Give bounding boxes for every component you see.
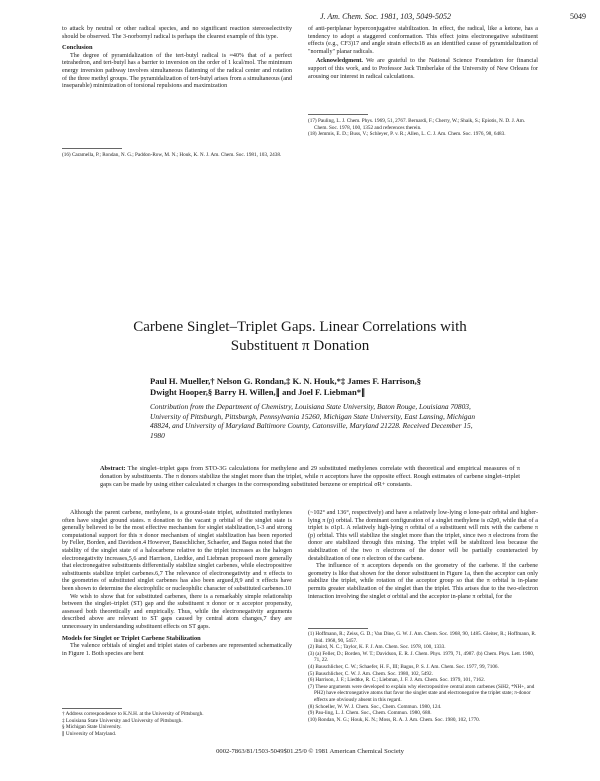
prev-left-footnote: (16) Caramella, P.; Rondan, N. G.; Paddon-Row, M. N.; Houk, K. N. J. Am. Chem. Soc. 1981, 103, 2438. [62,152,282,158]
author-list [150,376,480,398]
title-line-1: Carbene Singlet–Triplet Gaps. Linear Correlations with [133,319,467,335]
authors-line-1: Paul H. Mueller,† Nelson G. Rondan,‡ K. N. Houk,*‡ James F. Harrison,§ [150,376,422,386]
acknowledgment-text: We are grateful to the National Science Foundation for financial support of this work, and to Professor Jack Timberlake of the University of New Orleans for arousing our interest in radical calculations. [308,58,538,80]
body-paragraph-2: We wish to show that for substituted carbenes, there is a remarkably simple relationship between the singlet–triplet (ST) gap and the substituent π donor or π acceptor propensity, assessed both theoretically and empirically. Thus, while the electronegativity arguments described above are relevant to ST gaps caused by central atom changes,7 they are unnecessary in understanding substituent effects on ST gaps. [62,593,292,630]
acknowledgment-paragraph [308,58,538,81]
body-right-column [308,510,538,601]
publication-code-line: 0002-7863/81/1503-5049$01.25/0 © 1981 American Chemical Society [216,748,404,755]
body-left-column [62,510,292,658]
affiliation: Contribution from the Department of Chemistry, Louisiana State University, Baton Rouge, Louisiana 70803, University of Pittsburgh, Pittsburgh, Pennsylvania 15260, Michigan State University, East Lansing, Michigan 48824, and University of Maryland Baltimore County, Catonsville, Maryland 21228. Received December 15, 1980 [150,402,476,440]
abstract-label: Abstract: [100,465,126,472]
body-paragraph-4: (~102° and 136°, respectively) and have a relatively low-lying σ lone-pair orbital and higher-lying π (p) orbital. The dominant configuration of a singlet methylene is σ2p0, while that of a triplet is σ1p1. A relatively high-lying π orbital of a substituent will mix with the carbene π (p) orbital. This will stabilize the singlet more than the triplet, since two π electrons from the donor are stabilized through this mixing. The triplet will be stabilized less because the stabilization of the two π electrons of the donor will be partially counteracted by destabilization of one π electron of the carbene. [308,510,538,562]
affiliation-footnotes: † Address correspondence to K.N.H. at the University of Pittsburgh. ‡ Louisiana State University and University of Pittsburgh. § Michigan State University. ∥ University of Maryland. [62,711,204,737]
page-number: 5049 [570,12,586,21]
body-paragraph-1: Although the parent carbene, methylene, is a ground-state triplet, substituted methylenes often have singlet ground states. π donation to the vacant p orbital of the singlet state is generally believed to be the most effective mechanism for singlet stabilization,1-3 and strong computational support for this π donor mechanism of singlet stabilization has been reported by Feller, Borden, and Davidson.4 However, Bauschlicher, Schaefer, and Bagus noted that the stability of the singlet state of a halocarbene relative to the triplet increases as the halogen electronegativity increases,5,6 and Harrison, Liedtke, and Liebman proposed more generally that electronegative substituents differentially stabilize singlet carbenes, while electropositive substituents stabilize triplet carbenes.6,7 The relevance of electronegativity and π effects to the geometries of substituted singlet carbenes has also been argued,8,9 and π effects have been shown to determine the electrophilic or nucleophilic character of substituted carbenes.10 [62,510,292,592]
acknowledgment-heading: Acknowledgment. [316,58,363,65]
running-head: J. Am. Chem. Soc. 1981, 103, 5049-5052 [320,12,451,21]
prev-article-left-column [62,26,292,91]
body-paragraph-5: The influence of π acceptors depends on the geometry of the carbene. If the carbene geometry is like that shown for the donor substituent in Figure 1a, then the acceptor can only stabilize the triplet, while rotation of the acceptor group so that the π orbital is in-plane permits greater stabilization of the singlet than the triplet. This arises due to the two-electron interaction involving the singlet σ orbital and the acceptor in-plane π orbital, for the [308,563,538,600]
reference-rule [308,628,368,629]
prev-right-paragraph: of anti-periplanar hyperconjugative stabilization. In effect, the radical, like a ketone, has a tendency to adopt a staggered conformation. This effect joins electronegative substituent effects (e.g., CF3)17 and angle strain effects18 as an identified cause of pyramidalization of "normally" planar radicals. [308,26,538,55]
affiliation-footnote-rule [62,708,122,709]
authors-line-2: Dwight Hooper,§ Barry H. Willen,∥ and Joel F. Liebman*∥ [150,387,366,397]
article-title [0,318,600,356]
abstract [100,465,520,488]
prev-right-footnotes: (17) Pauling, L. J. Chem. Phys. 1969, 51, 2767. Bernardi, F.; Cherry, W.; Shaik, S.; Epiotis, N. D. J. Am. Chem. Soc. 1978, 100, 1352 and references therein. (18) Jemmis, E. D.; Buss, V.; Schleyer, P. v. R.; Allen, L. C. J. Am. Chem. Soc. 1976, 98, 6483. [308,118,526,138]
prev-article-right-column [308,26,538,81]
reference-list: (1) Hoffmann, R.; Zeiss, G. D.; Van Dine, G. W. J. Am. Chem. Soc. 1968, 90, 1485. Gleiter, R.; Hoffmann, R. Ibid. 1968, 90, 5457. (2) Baird, N. C.; Taylor, K. F. J. Am. Chem. Soc. 1978, 100, 1333. (3) (a) Feller, D.; Borden, W. T.; Davidson, E. R. J. Chem. Phys. 1979, 71, 4987. (b) Chem. Phys. Lett. 1980, 71, 22. (4) Bauschlicher, C. W.; Schaefer, H. F., III; Bagus, P. S. J. Am. Chem. Soc. 1977, 99, 7106. (5) Bauschlicher, C. W. J. Am. Chem. Soc. 1980, 102, 5492. (6) Harrison, J. F.; Liedtke, R. C.; Liebman, J. F. J. Am. Chem. Soc. 1979, 101, 7162. (7) These arguments were developed to explain why electropositive central atom carbenes (SiH2, *NH+, and PH2) have electronegative atoms that favor the singlet state and electronegative the triplet state; π-donor effects are obviously absent in this regard. (8) Schoeller, W. W. J. Chem. Soc., Chem. Commun. 1980, 124. (9) Pau-ling, L. J. Chem. Soc., Chem. Commun. 1980, 688. (10) Rondan, N. G.; Houk, K. N.; Moss, R. A. J. Am. Chem. Soc. 1980, 102, 1770. [308,631,537,723]
conclusion-paragraph: The degree of pyramidalization of the tert-butyl radical is ≈40% that of a perfect tetrahedron, and tert-butyl has a barrier to inversion on the order of 1 kcal/mol. The minimum energy inversion pathway involves simultaneous flattening of the radical center and rotation of the three methyl groups. The pyramidalization of tert-butyl arises from a simultaneous (and inseparable) minimization of torsional repulsions and maximization [62,52,292,90]
abstract-text: The singlet–triplet gaps from STO-3G calculations for methylene and 29 substituted methylenes correlate with theoretical and empirical measures of π donation by substituents. The π donors stabilize the singlet more than the triplet, while π acceptors have the opposite effect. Rough estimates of carbene singlet–triplet gaps can be made by using either calculated π charges in the corresponding substituted benzene or empirical σR+ constants. [100,465,520,488]
body-paragraph-3: The valence orbitals of singlet and triplet states of carbenes are represented schematically in Figure 1. Both species are bent [62,643,292,657]
title-line-2: Substituent π Donation [230,338,370,354]
prev-intro-paragraph: to attack by neutral or other radical species, and no significant reaction stereoselectivity should be observed. The 3-norbornyl radical is perhaps the clearest example of this type. [62,26,292,40]
conclusion-heading: Conclusion [62,44,93,52]
footnote-rule-left [62,148,122,149]
footnote-rule-right [308,114,368,115]
models-heading: Models for Singlet or Triplet Carbene Stabilization [62,634,201,642]
